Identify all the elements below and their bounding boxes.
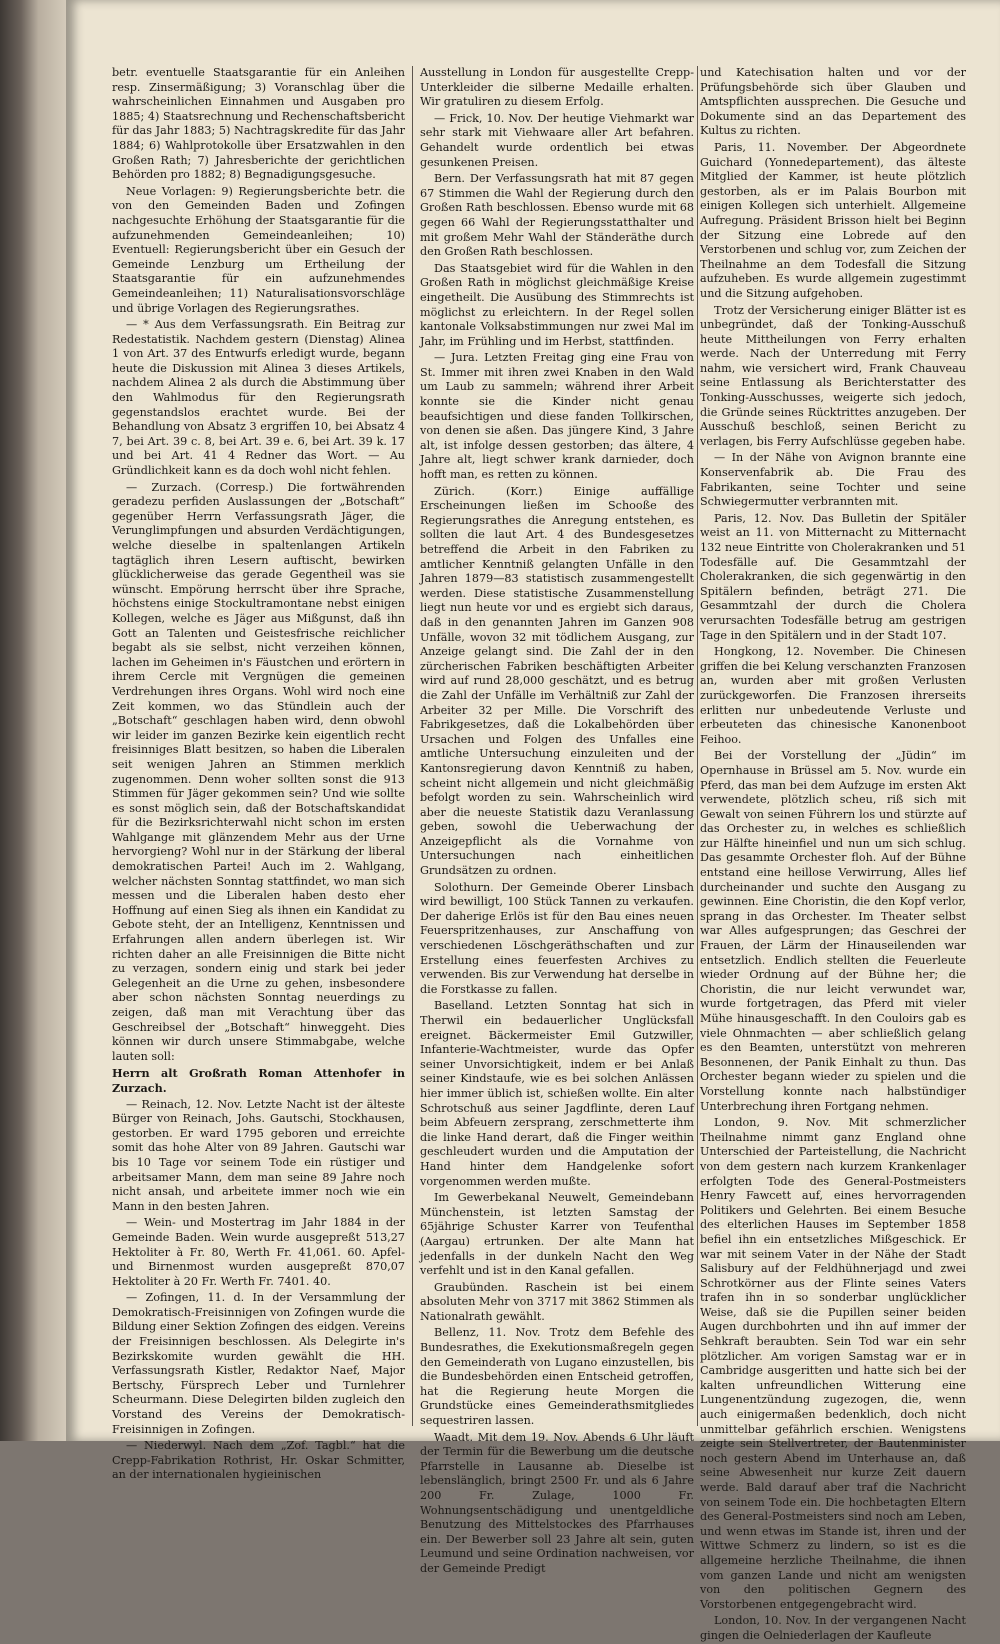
paragraph: betr. eventuelle Staatsgarantie für ein Anleihen resp. Zinsermäßigung; 3) Voranschlag über die wahrscheinlichen Einnahmen und Ausgaben pro 1885; 4) Staatsrechnung und Rechenschaftsbericht für das Jahr 1883; 5) Nachtragskredite für das Jahr 1884; 6) Wahlprotokolle über Ersatzwahlen in den Großen Rath; 7) Jahresberichte der gerichtlichen Behörden pro 1882; 8) Begnadigungsgesuche.: [112, 66, 405, 182]
candidate-line: Herrn alt Großrath Roman Attenhofer in Zurzach.: [112, 1066, 405, 1095]
paragraph: — In der Nähe von Avignon brannte eine Konservenfabrik ab. Die Frau des Fabrikanten, seine Tochter und seine Schwiegermutter verbrannten mit.: [700, 451, 966, 509]
paragraph: Neue Vorlagen: 9) Regierungsberichte betr. die von den Gemeinden Baden und Zofingen nachgesuchte Erhöhung der Staatsgarantie für die aufzunehmenden Gemeindeanleihen; 10) Eventuell: Regierungsbericht über ein Gesuch der Gemeinde Lenzburg um Ertheilung der Staatsgarantie für ein aufzunehmendes Gemeindeanleihen; 11) Naturalisationsvorschläge und übrige Vorlagen des Regierungsrathes.: [112, 184, 405, 315]
paragraph: — Reinach, 12. Nov. Letzte Nacht ist der älteste Bürger von Reinach, Johs. Gautschi, Stockhausen, gestorben. Er ward 1795 geboren und erreichte somit das hohe Alter von 89 Jahren. Gautschi war bis 10 Tage vor seinem Tode ein rüstiger und arbeitsamer Mann, dem man seine 89 Jahre noch nicht ansah, und arbeitete immer noch wie ein Mann in den besten Jahren.: [112, 1097, 405, 1213]
column-1: [112, 66, 405, 1482]
column-rule: [697, 66, 698, 1426]
paragraph: Zürich. (Korr.) Einige auffällige Erscheinungen ließen im Schooße des Regierungsrathes die Anregung entstehen, es sollten die laut Art. 4 des Bundesgesetzes betreffend die Arbeit in den Fabriken zu amtlicher Kenntniß gelangten Unfälle in den Jahren 1879—83 statistisch zusammengestellt werden. Diese statistische Zusammenstellung liegt nun heute vor und es ergiebt sich daraus, daß in den genannten Jahren im Ganzen 908 Unfälle, wovon 32 mit tödlichem Ausgang, zur Anzeige gelangt sind. Die Zahl der in den zürcherischen Fabriken beschäftigten Arbeiter wird auf rund 28,000 geschätzt, und es betrug die Zahl der Unfälle im Verhältniß zur Zahl der Arbeiter 32 per Mille. Die Vorschrift des Fabrikgesetzes, daß die Lokalbehörden über Ursachen und Folgen des Unfalles eine amtliche Untersuchung einzuleiten und der Kantonsregierung davon Kenntniß zu haben, scheint nicht allgemein und nicht gleichmäßig befolgt worden zu sein. Wahrscheinlich wird aber die neueste Statistik dazu Veranlassung geben, sowohl die Ueberwachung der Anzeigepflicht als die Vornahme von Untersuchungen nach einheitlichen Grundsätzen zu ordnen.: [420, 484, 694, 878]
paragraph: London, 9. Nov. Mit schmerzlicher Theilnahme nimmt ganz England ohne Unterschied der Parteistellung, die Nachricht von dem gestern nach kurzem Krankenlager erfolgten Tode des General-Postmeisters Henry Fawcett auf, eines hervorragenden Politikers und Gelehrten. Bei einem Besuche des elterlichen Hauses im September 1858 befiel ihn ein entsetzliches Mißgeschick. Er war mit seinem Vater in der Nähe der Stadt Salisbury auf der Feldhühnerjagd und zwei Schrotkörner aus der Flinte seines Vaters trafen ihn in so sonderbar unglücklicher Weise, daß sie die Pupillen seiner beiden Augen durchbohrten und ihn auf immer der Sehkraft beraubten. Sein Tod war ein sehr plötzlicher. Am vorigen Samstag war er in Cambridge ausgeritten und hatte sich bei der kalten unfreundlichen Witterung eine Lungenentzündung zugezogen, die, wenn auch einigermaßen bedenklich, doch nicht unmittelbar gefährlich erschien. Wenigstens zeigte sein Stellvertreter, der Bautenminister noch gestern Abend im Unterhause an, daß seine Abwesenheit nur kurze Zeit dauern werde. Bald darauf aber traf die Nachricht von seinem Tode ein. Die hochbetagten Eltern des General-Postmeisters sind noch am Leben, und wenn etwas im Stande ist, ihren und der Wittwe Schmerz zu lindern, so ist es die allgemeine herzliche Theilnahme, die ihnen vom ganzen Lande und nicht am wenigsten von den politischen Gegnern des Vorstorbenen entgegengebracht wird.: [700, 1116, 966, 1611]
paragraph: London, 10. Nov. In der vergangenen Nacht gingen die Oelniederlagen der Kaufleute: [700, 1614, 966, 1642]
column-3: [700, 66, 966, 1642]
paragraph: Solothurn. Der Gemeinde Oberer Linsbach wird bewilligt, 100 Stück Tannen zu verkaufen. Der daherige Erlös ist für den Bau eines neuen Feuerspritzenhauses, zur Anschaffung von verschiedenen Löschgeräthschaften und zur Erstellung eines feuerfesten Archives zu verwenden. Bis zur Verwendung hat derselbe in die Forstkasse zu fallen.: [420, 880, 694, 996]
paragraph: Im Gewerbekanal Neuwelt, Gemeindebann Münchenstein, ist letzten Samstag der 65jährige Schuster Karrer von Teufenthal (Aargau) ertrunken. Der alte Mann hat jedenfalls in der dunkeln Nacht den Weg verfehlt und ist in den Kanal gefallen.: [420, 1191, 694, 1278]
paragraph: — Niederwyl. Nach dem „Zof. Tagbl.“ hat die Crepp-Fabrikation Rothrist, Hr. Oskar Schmitter, an der internationalen hygieinischen: [112, 1439, 405, 1482]
column-2: [420, 66, 694, 1575]
paragraph: Baselland. Letzten Sonntag hat sich in Therwil ein bedauerlicher Unglücksfall ereignet. Bäckermeister Emil Gutzwiller, Infanterie-Wachtmeister, wurde das Opfer seiner Unvorsichtigkeit, indem er bei Anlaß seiner Kindstaufe, wie es bei solchen Anlässen hier immer üblich ist, schießen wollte. Ein alter Schrotschuß aus seiner Jagdflinte, deren Lauf beim Abfeuern zersprang, zerschmetterte ihm die linke Hand derart, daß die Finger weithin geschleudert wurden und die Amputation der Hand hinter dem Handgelenke sofort vorgenommen werden mußte.: [420, 999, 694, 1188]
paragraph: Waadt. Mit dem 19. Nov. Abends 6 Uhr läuft der Termin für die Bewerbung um die deutsche Pfarrstelle in Lausanne ab. Dieselbe ist lebenslänglich, bringt 2500 Fr. und als 6 Jahre 200 Fr. Zulage, 1000 Fr. Wohnungsentschädigung und unentgeldliche Benutzung des Mittelstockes des Pfarrhauses ein. Der Bewerber soll 23 Jahre alt sein, guten Leumund und seine Ordination nachweisen, vor der Gemeinde Predigt: [420, 1430, 694, 1575]
paragraph: Hongkong, 12. November. Die Chinesen griffen die bei Kelung verschanzten Franzosen an, wurden aber mit großen Verlusten zurückgeworfen. Die Franzosen ihrerseits erlitten nur unbedeutende Verluste und erbeuteten das chinesische Kanonenboot Feihoo.: [700, 645, 966, 746]
paragraph: — * Aus dem Verfassungsrath. Ein Beitrag zur Redestatistik. Nachdem gestern (Dienstag) Alinea 1 von Art. 37 des Entwurfs erledigt wurde, begann heute die Diskussion mit Alinea 3 dieses Artikels, nachdem Alinea 2 als durch die Abstimmung über den Wahlmodus für den Regierungsrath gegenstandslos erachtet wurde. Bei der Behandlung von Absatz 3 ergriffen 10, bei Absatz 4 7, bei Art. 39 c. 8, bei Art. 39 e. 6, bei Art. 39 k. 17 und bei Art. 41 4 Redner das Wort. — Au Gründlichkeit kann es da doch wohl nicht fehlen.: [112, 318, 405, 478]
paragraph: — Jura. Letzten Freitag ging eine Frau von St. Immer mit ihren zwei Knaben in den Wald um Laub zu sammeln; während ihrer Arbeit konnte sie die Kinder nicht genau beaufsichtigen und diese fanden Tollkirschen, von denen sie aßen. Das jüngere Kind, 3 Jahre alt, ist infolge dessen gestorben; das ältere, 4 Jahre alt, liegt schwer krank darnieder, doch hofft man, es retten zu können.: [420, 351, 694, 482]
paragraph: — Zurzach. (Corresp.) Die fortwährenden geradezu perfiden Auslassungen der „Botschaft“ gegenüber Herrn Verfassungsrath Jäger, die Verunglimpfungen und absurden Verdächtigungen, welche dieselbe in spaltenlangen Artikeln tagtäglich ihren Lesern auftischt, bewirken glücklicherweise das gerade Gegentheil was sie wünscht. Empörung herrscht über ihre Sprache, höchstens einige Stockultramontane nebst einigen Kollegen, welche es Jäger aus Mißgunst, daß ihn Gott an Talenten und Geistesfrische reichlicher begabt als sie selbst, nicht verzeihen können, lachen im Geheimen in's Fäustchen und erörtern in ihrem Cercle mit Vergnügen die gemeinen Verdrehungen ihres Organs. Wohl wird noch eine Zeit kommen, wo das Stündlein auch der „Botschaft“ geschlagen haben wird, denn obwohl wir leider im ganzen Bezirke kein eigentlich recht freisinniges Blatt besitzen, so haben die Liberalen seit wenigen Jahren an Stimmen merklich zugenommen. Denn woher sollten sonst die 913 Stimmen für Jäger gekommen sein? Und wie sollte es sonst möglich sein, daß der Botschaftskandidat für die Bezirksrichterwahl nicht schon im ersten Wahlgange mit glänzendem Mehr aus der Urne hervorgieng? Wohl nur in der Stärkung der liberal demokratischen Partei! Auch im 2. Wahlgang, welcher nächsten Sonntag stattfindet, wo man sich messen und die Liberalen haben desto eher Hoffnung auf einen Sieg als ihnen ein Kandidat zu Gebote steht, der an Intelligenz, Kenntnissen und Erfahrungen allen andern überlegen ist. Wir richten daher an alle Freisinnigen die Bitte nicht zu verzagen, sondern einig und stark bei jeder Gelegenheit an die Urne zu gehen, insbesondere aber schon nächsten Sonntag neuerdings zu zeigen, daß man mit Verachtung über das Geschreibsel der „Botschaft“ hinweggeht. Dies können wir durch unsere Stimmabgabe, welche lauten soll:: [112, 480, 405, 1063]
paragraph: Paris, 11. November. Der Abgeordnete Guichard (Yonnedepartement), das älteste Mitglied der Kammer, ist heute plötzlich gestorben, als er im Palais Bourbon mit einigen Kollegen sich unterhielt. Allgemeine Aufregung. Präsident Brisson hielt bei Beginn der Sitzung eine Lobrede auf den Verstorbenen und schlug vor, zum Zeichen der Theilnahme an dem Todesfall die Sitzung aufzuheben. Es wurde allgemein zugestimmt und die Sitzung aufgehoben.: [700, 140, 966, 300]
paragraph: Paris, 12. Nov. Das Bulletin der Spitäler weist an 11. von Mitternacht zu Mitternacht 132 neue Eintritte von Cholerakranken und 51 Todesfälle auf. Die Gesammtzahl der Cholerakranken, die sich gegenwärtig in den Spitälern befinden, beträgt 271. Die Gesammtzahl der durch die Cholera verursachten Todesfälle betrug am gestrigen Tage in den Spitälern und in der Stadt 107.: [700, 511, 966, 642]
paragraph: und Katechisation halten und vor der Prüfungsbehörde sich über Glauben und Amtspflichten aussprechen. Die Gesuche und Dokumente sind an das Departement des Kultus zu richten.: [700, 66, 966, 138]
paragraph: Trotz der Versicherung einiger Blätter ist es unbegründet, daß der Tonking-Ausschuß heute Mittheilungen von Ferry erhalten werde. Nach der Unterredung mit Ferry nahm, wie versichert wird, Frank Chauveau seine Entlassung als Berichterstatter des Tonking-Ausschusses, weigerte sich jedoch, die Gründe seines Rücktrittes anzugeben. Der Ausschuß beschloß, seinen Bericht zu verlagen, bis Ferry Aufschlüsse gegeben habe.: [700, 303, 966, 448]
paragraph: — Wein- und Mostertrag im Jahr 1884 in der Gemeinde Baden. Wein wurde ausgepreßt 513,27 Hektoliter à Fr. 80, Werth Fr. 41,061. 60. Apfel- und Birnenmost wurden ausgepreßt 870,07 Hektoliter à 20 Fr. Werth Fr. 7401. 40.: [112, 1216, 405, 1288]
paragraph: Bern. Der Verfassungsrath hat mit 87 gegen 67 Stimmen die Wahl der Regierung durch den Großen Rath beschlossen. Ebenso wurde mit 68 gegen 66 Wahl der Regierungsstatthalter und mit großem Mehr Wahl der Ständeräthe durch den Großen Rath beschlossen.: [420, 172, 694, 259]
paragraph: Bei der Vorstellung der „Jüdin“ im Opernhause in Brüssel am 5. Nov. wurde ein Pferd, das man bei dem Aufzuge im ersten Akt verwendete, plötzlich scheu, riß sich mit Gewalt von seinen Führern los und stürzte auf das Orchester zu, in welches es schließlich zur Hälfte hineinfiel und nun um sich schlug. Das gesammte Orchester floh. Auf der Bühne entstand eine heillose Verwirrung, Alles lief durcheinander und suchte den Ausgang zu gewinnen. Eine Choristin, die den Kopf verlor, sprang in das Orchester. Im Theater selbst war Alles aufgesprungen; das Geschrei der Frauen, der Lärm der Hinauseilenden war entsetzlich. Endlich stellten die Feuerleute wieder Ordnung auf der Bühne her; die Choristin, die nur leicht verwundet war, wurde fortgetragen, das Pferd mit vieler Mühe hinausgeschafft. In den Couloirs gab es viele Ohnmachten — aber schließlich gelang es den Beamten, unterstützt von mehreren Besonnenen, der Panik Einhalt zu thun. Das Orchester begann wieder zu spielen und die Vorstellung konnte nach halbstündiger Unterbrechung ihren Fortgang nehmen.: [700, 749, 966, 1113]
paragraph: Ausstellung in London für ausgestellte Crepp-Unterkleider die silberne Medaille erhalten. Wir gratuliren zu diesem Erfolg.: [420, 66, 694, 109]
book-binding: [0, 0, 70, 1441]
column-rule: [412, 66, 413, 1426]
paragraph: — Zofingen, 11. d. In der Versammlung der Demokratisch-Freisinnigen von Zofingen wurde die Bildung einer Sektion Zofingen des eidgen. Vereins der Freisinnigen beschlossen. Als Delegirte in's Bezirkskomite wurden gewählt die HH. Verfassungsrath Kistler, Redaktor Naef, Major Bertschy, Fürsprech Leber und Turnlehrer Scheurmann. Diese Delegirten bilden zugleich den Vorstand des Vereins der Demokratisch-Freisinnigen in Zofingen.: [112, 1291, 405, 1436]
paragraph: — Frick, 10. Nov. Der heutige Viehmarkt war sehr stark mit Viehwaare aller Art befahren. Gehandelt wurde ordentlich bei etwas gesunkenen Preisen.: [420, 111, 694, 169]
paragraph: Graubünden. Raschein ist bei einem absoluten Mehr von 3717 mit 3862 Stimmen als Nationalrath gewählt.: [420, 1280, 694, 1323]
paragraph: Bellenz, 11. Nov. Trotz dem Befehle des Bundesrathes, die Exekutionsmaßregeln gegen den Gemeinderath von Lugano einzustellen, bis die Bundesbehörden einen Entscheid getroffen, hat die Regierung heute Morgen die Grundstücke eines Gemeinderathsmitgliedes sequestriren lassen.: [420, 1326, 694, 1428]
paragraph: Das Staatsgebiet wird für die Wahlen in den Großen Rath in möglichst gleichmäßige Kreise eingetheilt. Die Ausübung des Stimmrechts ist möglichst zu erleichtern. In der Regel sollen kantonale Volksabstimmungen nur zwei Mal im Jahr, im Frühling und im Herbst, stattfinden.: [420, 261, 694, 348]
